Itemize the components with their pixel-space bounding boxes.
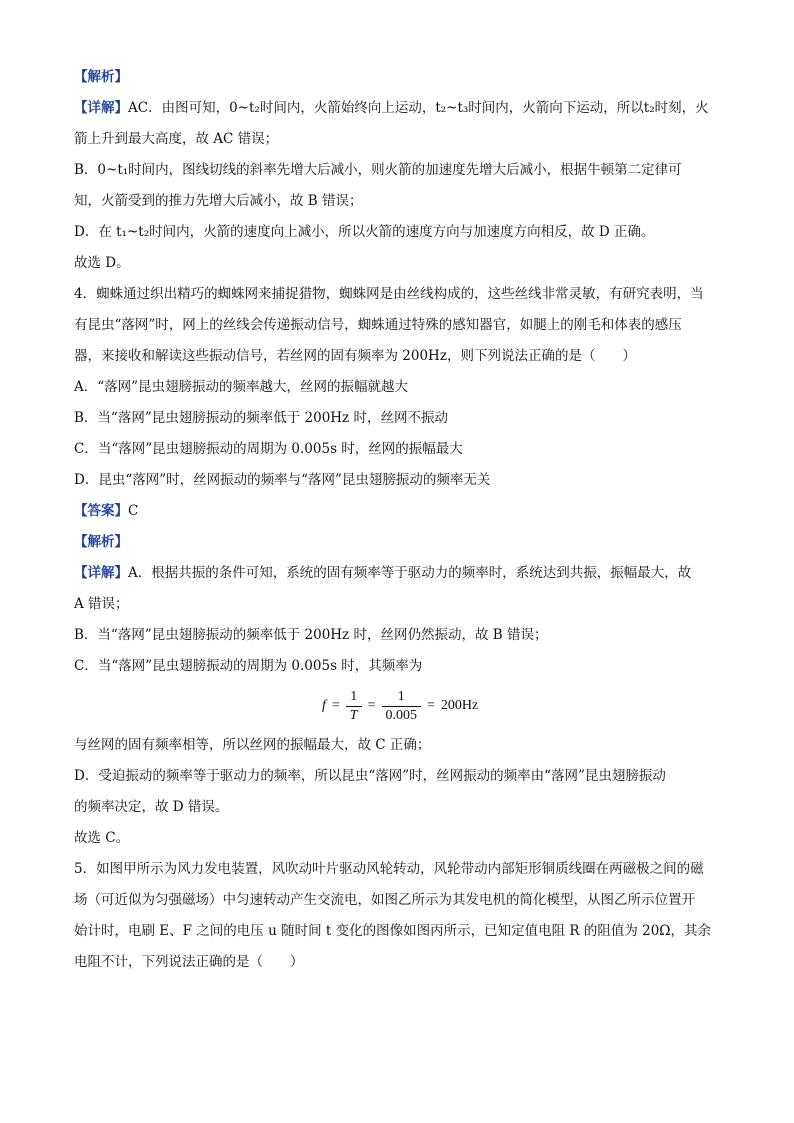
question-4-line: 4．蜘蛛通过织出精巧的蜘蛛网来捕捉猎物，蜘蛛网是由丝线构成的，这些丝线非常灵敏，有研究表明，当 [74,286,704,302]
option-c: C．当“落网”昆虫翅膀振动的周期为 0.005s 时，丝网的振幅最大 [74,441,463,457]
fraction-denominator: T [346,706,362,725]
formula-result: 200Hz [440,698,479,713]
text-line: B．0~t₁时间内，图线切线的斜率先增大后减小，则火箭的加速度先增大后减小，根据牛顿第二定律可 [74,162,682,178]
text-line: 故选 C。 [74,830,130,846]
detail-tag: 【详解】 [74,565,128,581]
detail-line [74,93,722,124]
formula-equals: = [367,698,376,713]
text-line: B．当“落网”昆虫翅膀振动的频率低于 200Hz 时，丝网仍然振动，故 B 错误； [74,627,548,643]
text-line: 箭上升到最大高度，故 AC 错误； [74,131,279,147]
fraction-numerator: 1 [397,688,405,704]
answer-value: C [128,503,139,519]
option-d: D．昆虫“落网”时，丝网振动的频率与“落网”昆虫翅膀振动的频率无关 [74,472,491,488]
text-line: AC．由图可知，0~t₂时间内，火箭始终向上运动，t₂~t₃时间内，火箭向下运动，所以t₂时刻，火 [128,100,709,116]
fraction-1-over-t [346,688,362,725]
text-line: 有昆虫“落网”时，网上的丝线会传递振动信号，蜘蛛通过特殊的感知器官，如腿上的刚毛和体表的感压 [74,317,682,333]
formula-equals: = [331,698,340,713]
fraction-numerator: 1 [350,688,358,704]
text-line: A 错误； [74,596,129,612]
fraction-denominator: 0.005 [382,706,422,725]
analysis-tag: 【解析】 [74,534,128,550]
text-line: D．受迫振动的频率等于驱动力的频率，所以昆虫“落网”时，丝网振动的频率由“落网”昆虫翅膀振动 [74,768,666,784]
analysis-heading [74,62,722,93]
text-line: C．当“落网”昆虫翅膀振动的周期为 0.005s 时，其频率为 [74,658,423,674]
option-a: A．“落网”昆虫翅膀振动的频率越大，丝网的振幅就越大 [74,379,409,395]
text-line: 场（可近似为匀强磁场）中匀速转动产生交流电，如图乙所示为其发电机的简化模型，从图乙所示位置开 [74,892,695,908]
analysis-heading [74,527,722,558]
question-5-line: 5．如图甲所示为风力发电装置，风吹动叶片驱动风轮转动，风轮带动内部矩形铜质线圈在两磁极之间的磁 [74,861,704,877]
formula-lhs: f [322,698,326,713]
answer-line [74,496,722,527]
analysis-tag: 【解析】 [74,69,128,85]
text-line: 电阻不计，下列说法正确的是（ ） [74,954,304,970]
text-line: 器，来接收和解读这些振动信号，若丝网的固有频率为 200Hz，则下列说法正确的是（ ） [74,348,636,364]
text-line: A．根据共振的条件可知，系统的固有频率等于驱动力的频率时，系统达到共振，振幅最大，故 [128,565,692,581]
frequency-formula [74,682,722,730]
option-b: B．当“落网”昆虫翅膀振动的频率低于 200Hz 时，丝网不振动 [74,410,448,426]
detail-line [74,558,722,589]
formula-equals: = [427,698,435,713]
text-line: 与丝网的固有频率相等，所以丝网的振幅最大，故 C 正确； [74,737,431,753]
answer-tag: 【答案】 [74,503,128,519]
text-line: 故选 D。 [74,255,130,271]
text-line: 知，火箭受到的推力先增大后减小，故 B 错误； [74,193,363,209]
text-line: 的频率决定，故 D 错误。 [74,799,229,815]
text-line: D．在 t₁~t₂时间内，火箭的速度向上减小，所以火箭的速度方向与加速度方向相反，故 D 正确。 [74,224,655,240]
fraction-1-over-period [382,688,422,725]
document-page [74,62,722,978]
detail-tag: 【详解】 [74,100,128,116]
text-line: 始计时，电刷 E、F 之间的电压 u 随时间 t 变化的图像如图丙所示，已知定值电阻 R 的阻值为 20Ω，其余 [74,923,711,939]
